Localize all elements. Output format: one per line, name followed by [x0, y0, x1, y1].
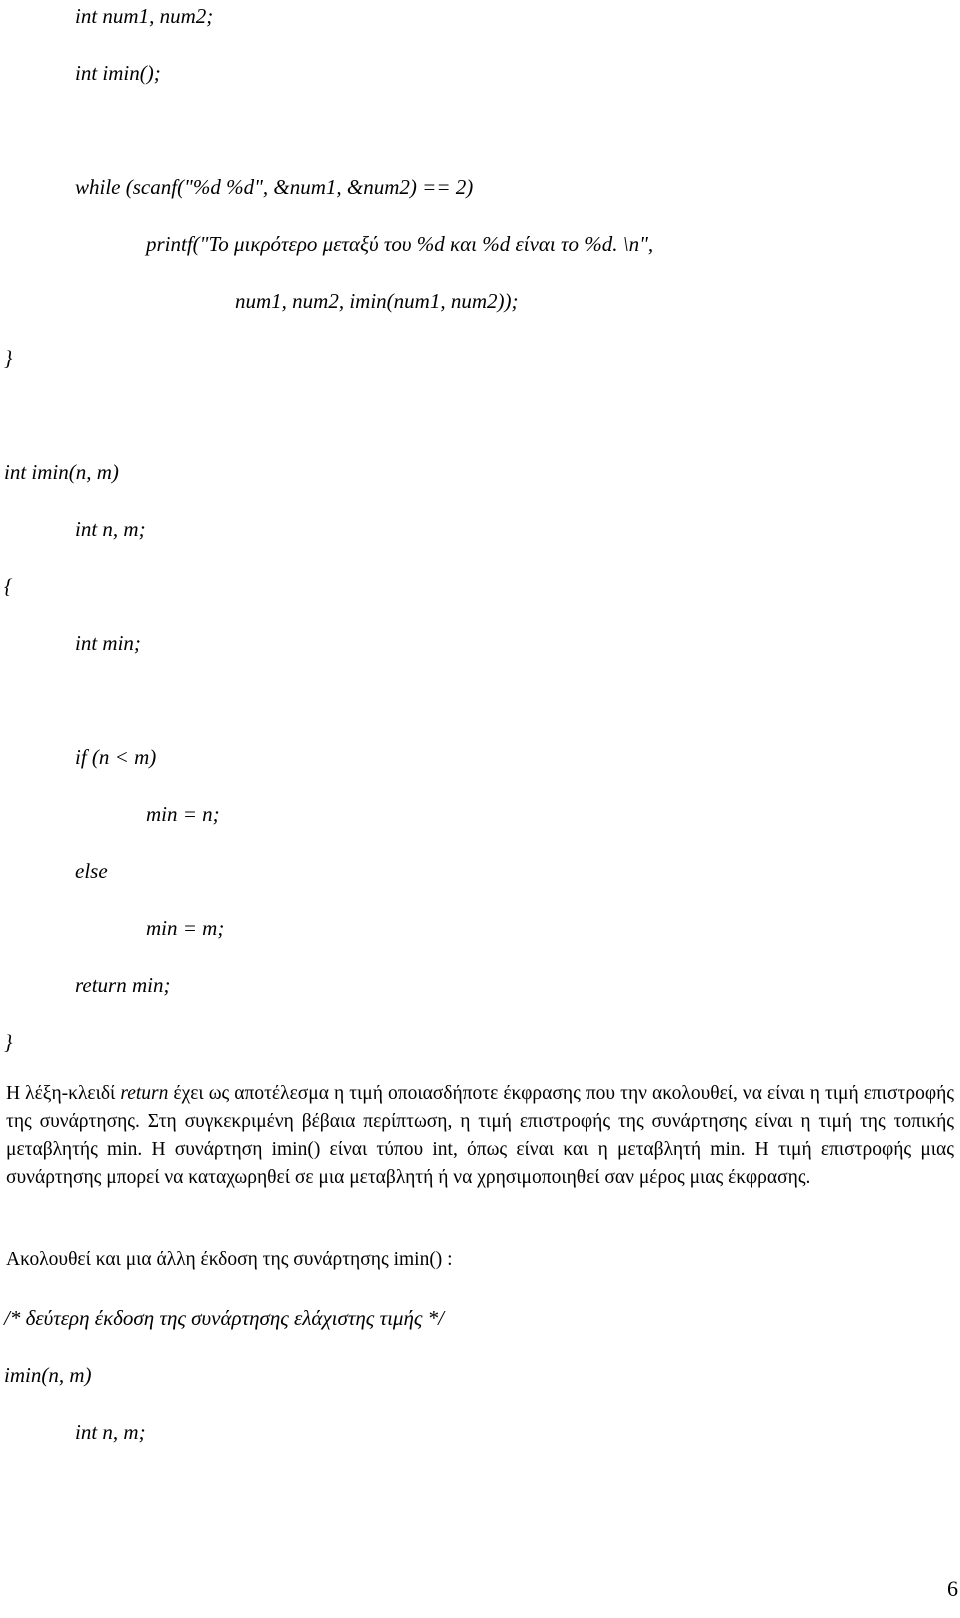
code-line: int min;: [75, 631, 141, 655]
code-line: int imin(n, m): [4, 460, 119, 484]
next-version-intro: Ακολουθεί και μια άλλη έκδοση της συνάρτησης imin() :: [6, 1249, 453, 1270]
code-line: num1, num2, imin(num1, num2));: [235, 289, 519, 313]
code-line: {: [4, 574, 13, 598]
code-line: return min;: [75, 973, 171, 997]
code-line: int n, m;: [75, 517, 146, 541]
code-line: while (scanf("%d %d", &num1, &num2) == 2): [75, 175, 474, 199]
explanation-intro: Η λέξη-κλειδί: [6, 1083, 121, 1104]
explanation-paragraph: [6, 1080, 954, 1192]
code-line: int num1, num2;: [75, 4, 214, 28]
code-line: }: [4, 1030, 13, 1054]
code-line: imin(n, m): [4, 1363, 92, 1387]
code-line: min = n;: [146, 802, 220, 826]
code-line: else: [75, 859, 108, 883]
page-number: 6: [947, 1576, 958, 1601]
explanation-text: έχει ως αποτέλεσμα η τιμή οποιασδήποτε έκφρασης που την ακολουθεί, να είναι η τιμή επιστροφής της συνάρτησης. Στη συγκεκριμένη βέβαια περίπτωση, η τιμή επιστροφής της συνάρτησης είναι η τιμή της τοπικής μεταβλητής min. Η συνάρτηση imin() είναι τύπου int, όπως είναι και η μεταβλητή min. Η τιμή επιστροφής μιας συνάρτησης μπορεί να καταχωρηθεί σε μια μεταβλητή ή να χρησιμοποιηθεί σαν μέρος μιας έκφρασης.: [6, 1083, 954, 1188]
code-line: }: [4, 346, 13, 370]
code-line: int n, m;: [75, 1420, 146, 1444]
code-comment: /* δεύτερη έκδοση της συνάρτησης ελάχιστης τιμής */: [4, 1306, 444, 1330]
code-line: min = m;: [146, 916, 225, 940]
code-line: if (n < m): [75, 745, 157, 769]
return-keyword: return: [120, 1083, 169, 1104]
code-line: int imin();: [75, 61, 161, 85]
code-line: printf("Το μικρότερο μεταξύ του %d και %d είναι το %d. \n",: [146, 232, 654, 256]
